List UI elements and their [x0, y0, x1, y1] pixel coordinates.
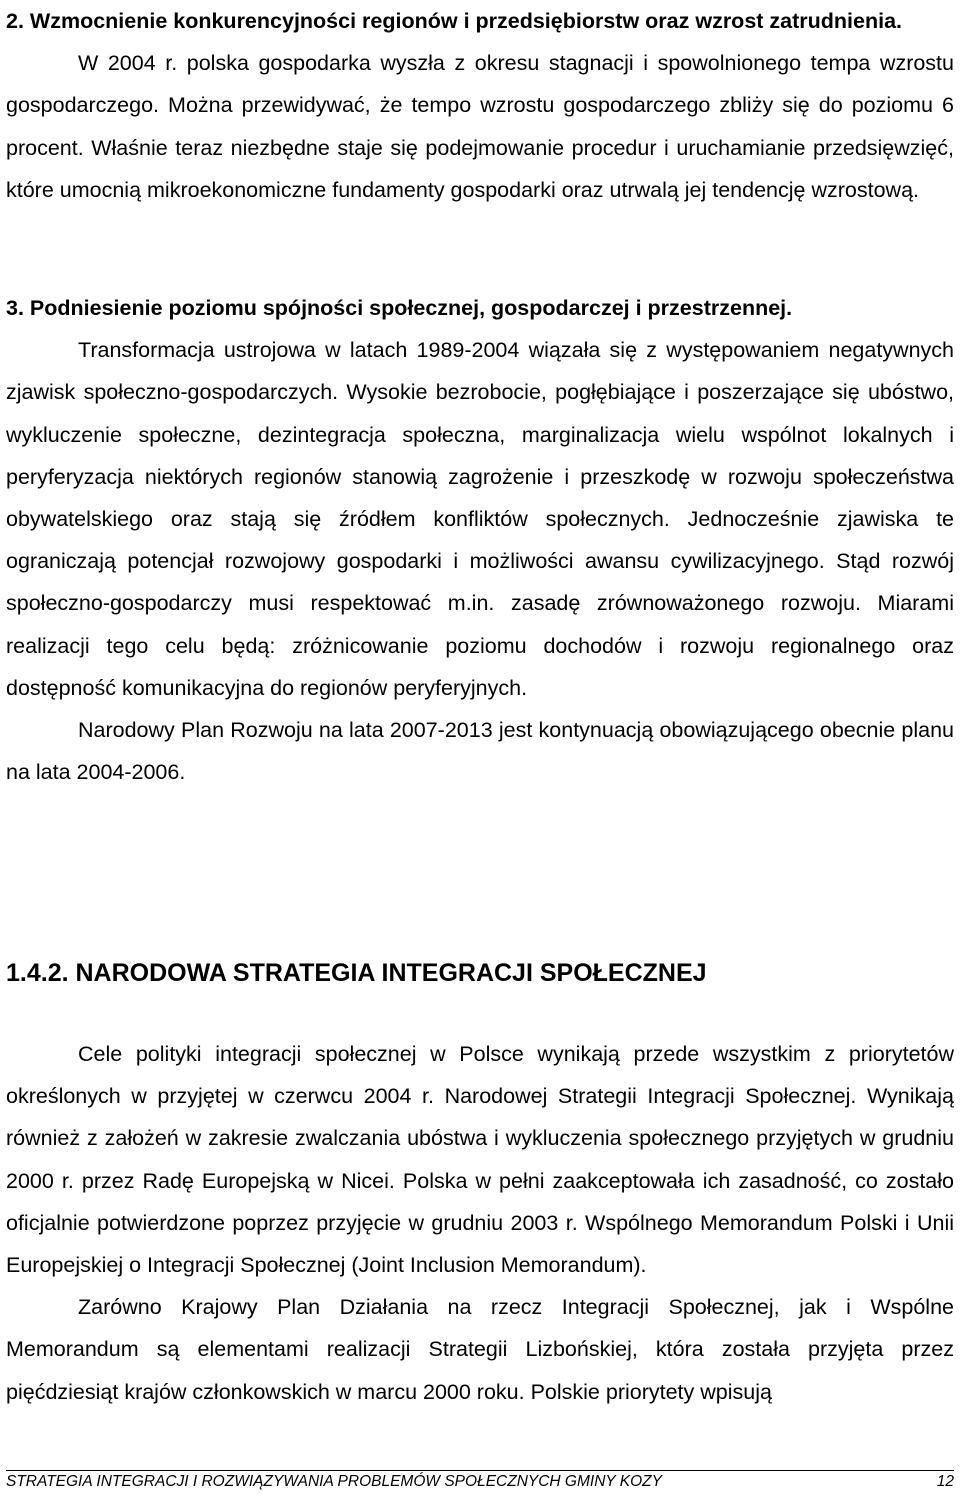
section-142-paragraph-2: Zarówno Krajowy Plan Działania na rzecz Integracji Społecznej, jak i Wspólne Memorandum są elementami realizacji Strategii Lizbońskiej, która została przyjęta przez pięćdziesiąt krajów członkowskich w marcu 2000 roku. Polskie priorytety wpisują: [6, 1295, 954, 1404]
section-3-text-2: Narodowy Plan Rozwoju na lata 2007-2013 jest kontynuacją obowiązującego obecnie planu na lata 2004-2006.: [6, 718, 954, 785]
section-2-text: W 2004 r. polska gospodarka wyszła z okresu stagnacji i spowolnionego tempa wzrostu gospodarczego. Można przewidywać, że tempo wzrostu gospodarczego zbliży się do poziomu 6 procent. Właśnie teraz niezbędne staje się podejmowanie procedur i uruchamianie przedsięwzięć, które umocnią mikroekonomiczne fundamenty gospodarki oraz utrwalą jej tendencję wzrostową.: [6, 51, 954, 202]
section-3: [6, 287, 954, 793]
section-142-heading: 1.4.2. NARODOWA STRATEGIA INTEGRACJI SPOŁECZNEJ: [6, 959, 707, 987]
section-3-heading: 3. Podniesienie poziomu spójności społecznej, gospodarczej i przestrzennej.: [6, 296, 793, 320]
section-2: [6, 0, 954, 211]
page-footer: [6, 1470, 954, 1493]
section-3-text: Transformacja ustrojowa w latach 1989-2004 wiązała się z występowaniem negatywnych zjawisk społeczno-gospodarczych. Wysokie bezrobocie, pogłębiające i poszerzające się ubóstwo, wykluczenie społeczne, dezintegracja społeczna, marginalizacja wielu wspólnot lokalnych i peryferyzacja niektórych regionów stanowią zagrożenie i przeszkodę w rozwoju społeczeństwa obywatelskiego oraz stają się źródłem konfliktów społecznych. Jednocześnie zjawiska te ograniczają potencjał rozwojowy gospodarki i możliwości awansu cywilizacyjnego. Stąd rozwój społeczno-gospodarczy musi respektować m.in. zasadę zrównoważonego rozwoju. Miarami realizacji tego celu będą: zróżnicowanie poziomu dochodów i rozwoju regionalnego oraz dostępność komunikacyjna do regionów peryferyjnych.: [6, 338, 954, 700]
footer-title: STRATEGIA INTEGRACJI I ROZWIĄZYWANIA PROBLEMÓW SPOŁECZNYCH GMINY KOZY: [6, 1473, 662, 1490]
section-142-paragraph-1: Cele polityki integracji społecznej w Polsce wynikają przede wszystkim z priorytetów określonych w przyjętej w czerwcu 2004 r. Narodowej Strategii Integracji Społecznej. Wynikają również z założeń w zakresie zwalczania ubóstwa i wykluczenia społecznego przyjętych w grudniu 2000 r. przez Radę Europejską w Nicei. Polska w pełni zaakceptowała ich zasadność, co zostało oficjalnie potwierdzone poprzez przyjęcie w grudniu 2003 r. Wspólnego Memorandum Polski i Unii Europejskiej o Integracji Społecznej (Joint Inclusion Memorandum).: [6, 1042, 954, 1278]
page-number: 12: [936, 1473, 954, 1490]
section-142: [6, 1033, 954, 1413]
section-2-heading: 2. Wzmocnienie konkurencyjności regionów i przedsiębiorstw oraz wzrost zatrudnienia.: [6, 9, 903, 33]
